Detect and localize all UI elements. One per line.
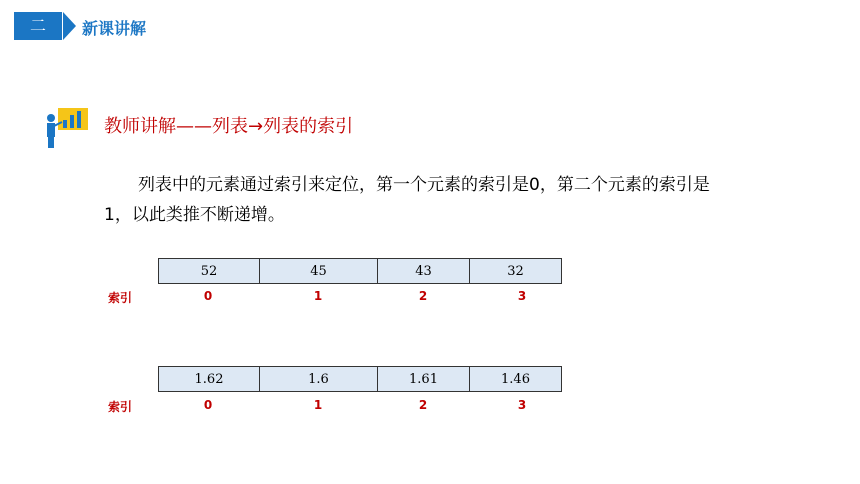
index-value: 2 — [418, 398, 428, 412]
index-value: 2 — [418, 289, 428, 303]
index-value: 1 — [313, 289, 323, 303]
table-cell: 45 — [260, 259, 378, 284]
index-value: 0 — [203, 289, 213, 303]
section-arrow-icon — [63, 12, 76, 40]
section-title: 新课讲解 — [82, 19, 147, 38]
index-value: 3 — [517, 398, 527, 412]
table-row — [159, 259, 562, 284]
list-table-1 — [158, 258, 562, 284]
index-label: 索引 — [108, 291, 133, 305]
index-value: 1 — [313, 398, 323, 412]
table-cell: 1.62 — [159, 367, 260, 392]
index-value: 3 — [517, 289, 527, 303]
index-value: 0 — [203, 398, 213, 412]
table-cell: 1.6 — [260, 367, 378, 392]
lesson-heading: 教师讲解——列表→列表的索引 — [104, 116, 354, 137]
list-table-2 — [158, 366, 562, 392]
table-cell: 32 — [470, 259, 562, 284]
explanation-paragraph: 列表中的元素通过索引来定位，第一个元素的索引是0，第二个元素的索引是1，以此类推不断递增。 — [104, 175, 710, 225]
section-number: 二 — [14, 12, 62, 40]
index-label: 索引 — [108, 400, 133, 414]
table-cell: 1.46 — [470, 367, 562, 392]
table-cell: 1.61 — [378, 367, 470, 392]
table-row — [159, 367, 562, 392]
teacher-presentation-icon — [44, 106, 90, 150]
table-cell: 52 — [159, 259, 260, 284]
table-cell: 43 — [378, 259, 470, 284]
